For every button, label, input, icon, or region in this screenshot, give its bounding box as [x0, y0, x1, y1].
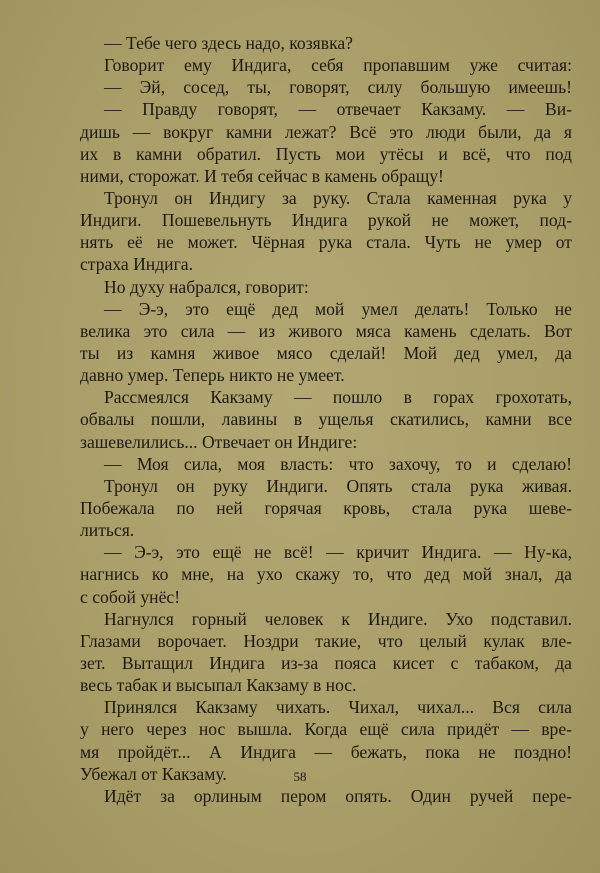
- text-line: весь табак и высыпал Какзаму в нос.: [80, 675, 357, 696]
- text-line: — Э-э, это ещё дед мой умел делать! Только не: [104, 298, 572, 319]
- text-line: — Моя сила, моя власть: что захочу, то и сделаю!: [104, 453, 572, 474]
- text-line: Тронул он руку Индиги. Опять стала рука живая.: [104, 475, 572, 496]
- text-line: нять её не может. Чёрная рука стала. Чуть не умер от: [80, 232, 572, 253]
- text-line: Рассмеялся Какзаму — пошло в горах грохотать,: [104, 387, 572, 408]
- text-line: мя пройдёт... А Индига — бежать, пока не поздно!: [80, 741, 572, 762]
- text-line: литься.: [80, 520, 135, 541]
- text-line: Тронул он Индигу за руку. Стала каменная рука у: [104, 187, 572, 208]
- text-line: страха Индига.: [80, 254, 194, 275]
- text-line: ты из камня живое мясо сделай! Мой дед умел, да: [80, 342, 572, 363]
- text-line: Говорит ему Индига, себя пропавшим уже считая:: [104, 55, 572, 76]
- text-line: — Эй, сосед, ты, говорят, силу большую имеешь!: [104, 77, 572, 98]
- text-line: Индиги. Пошевельнуть Индига рукой не может, под-: [80, 210, 572, 231]
- text-line: зашевелились... Отвечает он Индиге:: [80, 431, 358, 452]
- text-line: — Э-э, это ещё не всё! — кричит Индига. — Ну-ка,: [104, 542, 572, 563]
- text-line: у него через нос вышла. Когда ещё сила придёт — вре-: [80, 719, 572, 740]
- text-line: Побежала по ней горячая кровь, стала рука шеве-: [80, 497, 572, 518]
- text-line: Нагнулся горный человек к Индиге. Ухо подставил.: [104, 608, 572, 629]
- text-line: Глазами ворочает. Ноздри такие, что целый кулак вле-: [80, 630, 572, 651]
- text-line: дишь — вокруг камни лежат? Всё это люди были, да я: [80, 121, 572, 142]
- page-number: 58: [293, 769, 307, 784]
- text-line: Идёт за орлиным пером опять. Один ручей пере-: [104, 785, 572, 806]
- text-line: Но духу набрался, говорит:: [104, 276, 309, 297]
- text-line: велика это сила — из живого мяса камень сделать. Вот: [80, 320, 572, 341]
- body-text: [80, 32, 572, 807]
- text-line: нагнись ко мне, на ухо скажу то, что дед мой знал, да: [80, 564, 572, 585]
- text-line: с собой унёс!: [80, 586, 181, 607]
- text-line: их в камни обратил. Пусть мои утёсы и всё, что под: [80, 143, 572, 164]
- text-line: давно умер. Теперь никто не умеет.: [80, 365, 345, 386]
- text-line: Принялся Какзаму чихать. Чихал, чихал... Вся сила: [104, 697, 572, 718]
- text-line: Убежал от Какзаму.: [80, 763, 227, 784]
- text-line: — Правду говорят, — отвечает Какзаму. — Ви-: [104, 99, 572, 120]
- text-line: обвалы пошли, лавины в ущелья скатились, камни все: [80, 409, 572, 430]
- text-line: ними, сторожат. И тебя сейчас в камень обращу!: [80, 165, 444, 186]
- text-line: зет. Вытащил Индига из-за пояса кисет с табаком, да: [80, 652, 572, 673]
- text-line: — Тебе чего здесь надо, козявка?: [104, 33, 353, 53]
